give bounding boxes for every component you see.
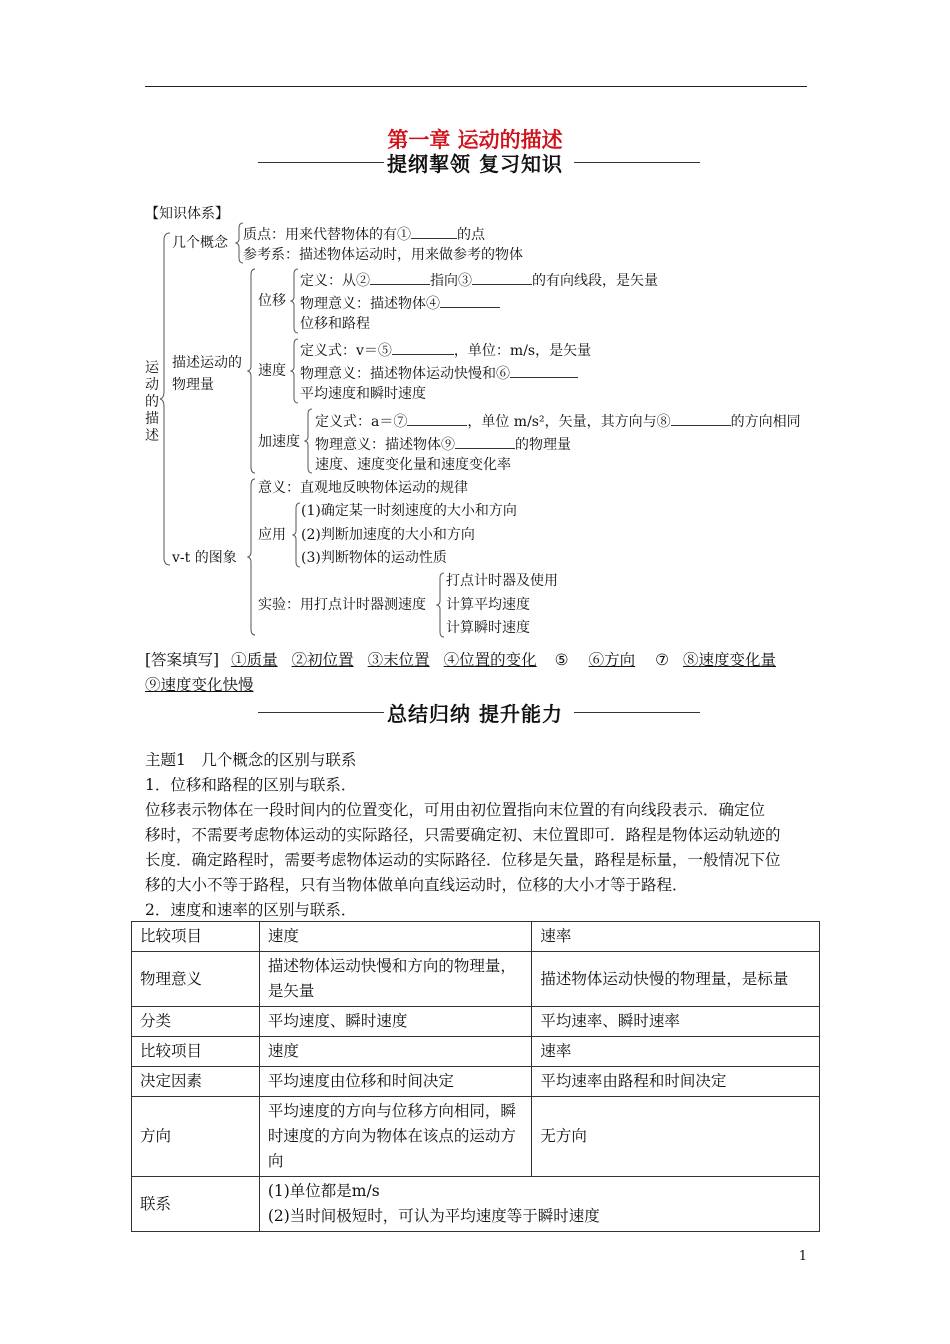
topic-title: 主题1 几个概念的区别与联系 <box>145 751 357 769</box>
disp-path: 位移和路程 <box>300 316 370 332</box>
tree-vt-graph: v-t 的图象 <box>172 550 237 566</box>
acc-meaning: 物理意义：描述物体⑨ 的物理量 <box>315 433 571 454</box>
table-cell: 平均速率、瞬时速率 <box>532 1007 820 1037</box>
brace-quantities <box>247 268 257 474</box>
answer-6: ⑥方向 <box>588 651 636 669</box>
table-row <box>132 922 820 952</box>
topic-sub-2: 2．速度和速率的区别与联系． <box>145 901 357 919</box>
vel-definition: 定义式：v＝⑤ ，单位：m/s，是矢量 <box>300 339 591 360</box>
section-heading-text: 总结归纳 提升能力 <box>387 702 563 726</box>
section-heading-summary <box>0 698 950 726</box>
table-cell: 平均速率由路程和时间决定 <box>532 1067 820 1097</box>
tree-velocity: 速度 <box>258 363 286 379</box>
table-cell: 联系 <box>132 1177 260 1232</box>
table-cell: 速度 <box>259 1037 532 1067</box>
table-cell: 平均速度的方向与位移方向相同，瞬时速度的方向为物体在该点的运动方向 <box>259 1097 532 1177</box>
brace-root <box>160 232 172 566</box>
topic-sub-1: 1．位移和路程的区别与联系． <box>145 776 357 794</box>
app-item-1: (1)确定某一时刻速度的大小和方向 <box>301 503 517 519</box>
table-cell: 速率 <box>532 922 820 952</box>
exp-item-2: 计算平均速度 <box>446 597 530 613</box>
app-item-3: (3)判断物体的运动性质 <box>301 550 447 566</box>
exp-item-3: 计算瞬时速度 <box>446 620 530 636</box>
tree-displacement: 位移 <box>258 293 286 309</box>
paragraph-line: 位移表示物体在一段时间内的位置变化，可用由初位置指向末位置的有向线段表示．确定位 <box>145 801 766 819</box>
brace-vt <box>247 478 257 636</box>
table-cell: 比较项目 <box>132 922 260 952</box>
acc-rates: 速度、速度变化量和速度变化率 <box>315 457 511 473</box>
answer-2: ②初位置 <box>291 651 354 669</box>
vel-meaning: 物理意义：描述物体运动快慢和⑥ <box>300 362 578 383</box>
table-cell: 平均速度、瞬时速度 <box>259 1007 532 1037</box>
brace-experiment <box>436 572 446 638</box>
brace-velocity <box>290 338 300 404</box>
table-cell-merged: (1)单位都是m/s (2)当时间极短时，可认为平均速度等于瞬时速度 <box>259 1177 819 1232</box>
paragraph-line: 移的大小不等于路程，只有当物体做单向直线运动时，位移的大小才等于路程． <box>145 876 688 894</box>
section-heading-review <box>0 148 950 176</box>
table-cell: 物理意义 <box>132 952 260 1007</box>
disp-meaning: 物理意义：描述物体④ <box>300 292 500 313</box>
knowledge-label: 【知识体系】 <box>145 206 229 222</box>
table-cell: 决定因素 <box>132 1067 260 1097</box>
table-row <box>132 1067 820 1097</box>
header-rule <box>145 86 807 87</box>
tree-acceleration: 加速度 <box>258 434 300 450</box>
brace-displacement <box>290 268 300 334</box>
brace-acceleration <box>304 408 314 474</box>
table-cell: 速率 <box>532 1037 820 1067</box>
answers-row-2 <box>145 673 254 698</box>
tree-quantities: 描述运动的物理量 <box>172 355 242 393</box>
disp-definition: 定义：从② 指向③ 的有向线段，是矢量 <box>300 269 658 290</box>
table-row <box>132 1007 820 1037</box>
acc-definition: 定义式：a＝⑦ ，单位 m/s²，矢量，其方向与⑧ 的方向相同 <box>315 410 801 431</box>
concept-reference: 参考系：描述物体运动时，用来做参考的物体 <box>243 247 523 263</box>
answer-9: ⑨速度变化快慢 <box>145 676 254 694</box>
paragraph-line: 移时，不需要考虑物体运动的实际路径，只需要确定初、末位置即可．路程是物体运动轨迹的 <box>145 826 781 844</box>
table-cell: 比较项目 <box>132 1037 260 1067</box>
tree-root: 运动的描述 <box>145 360 159 444</box>
paragraph-line: 长度．确定路程时，需要考虑物体运动的实际路径．位移是矢量，路程是标量，一般情况下位 <box>145 851 781 869</box>
answer-7: ⑦ <box>655 651 669 669</box>
answer-1: ①质量 <box>231 651 278 669</box>
table-cell: 方向 <box>132 1097 260 1177</box>
table-row <box>132 1177 820 1232</box>
answer-3: ③末位置 <box>367 651 430 669</box>
concept-particle: 质点：用来代替物体的有① 的点 <box>243 223 485 244</box>
section-heading-text: 提纲挈领 复习知识 <box>387 152 563 176</box>
table-cell: 平均速度由位移和时间决定 <box>259 1067 532 1097</box>
table-cell: 无方向 <box>532 1097 820 1177</box>
chapter-title: 第一章 运动的描述 <box>387 128 563 152</box>
table-row <box>132 1097 820 1177</box>
vel-average: 平均速度和瞬时速度 <box>300 386 426 402</box>
table-row <box>132 952 820 1007</box>
vt-meaning: 意义：直观地反映物体运动的规律 <box>258 480 468 496</box>
tree-concepts: 几个概念 <box>172 235 228 251</box>
answers-row: [答案填写] ①质量 ②初位置 ③末位置 ④位置的变化 ⑤ ⑥方向 ⑦ ⑧速度变化量 <box>145 651 777 669</box>
answer-5: ⑤ <box>554 651 569 669</box>
exp-item-1: 打点计时器及使用 <box>446 573 558 589</box>
table-cell: 描述物体运动快慢和方向的物理量，是矢量 <box>259 952 532 1007</box>
app-item-2: (2)判断加速度的大小和方向 <box>301 527 475 543</box>
page-number: 1 <box>798 1249 807 1264</box>
tree-experiment: 实验：用打点计时器测速度 <box>258 597 426 613</box>
table-cell: 描述物体运动快慢的物理量，是标量 <box>532 952 820 1007</box>
table-row <box>132 1037 820 1067</box>
table-cell: 速度 <box>259 922 532 952</box>
table-cell: 分类 <box>132 1007 260 1037</box>
tree-application: 应用 <box>258 527 286 543</box>
answer-4: ④位置的变化 <box>443 651 537 669</box>
answer-8: ⑧速度变化量 <box>683 651 777 669</box>
comparison-table <box>131 921 820 1232</box>
